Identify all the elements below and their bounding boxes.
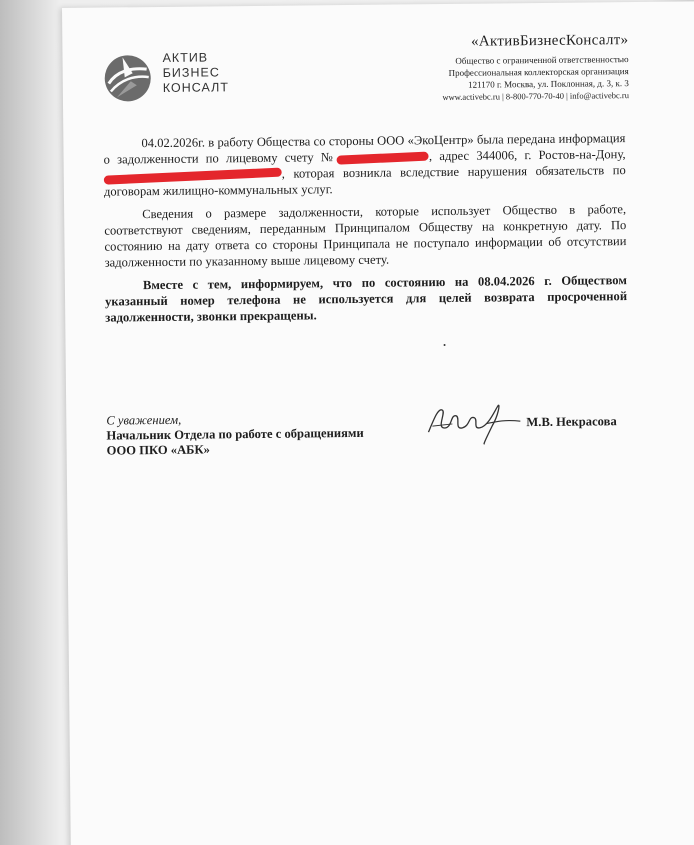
paragraph-2: Сведения о размере задолженности, которые использует Общество в работе, соответствуют сведениям, переданным Принципалом Обществу на конкретную дату. По состоянию на дату ответа со стороны Принципала не поступало информации об отсутствии задолженности по указанному выше лицевому счету.: [104, 202, 627, 270]
logo-wordmark: [162, 50, 229, 96]
handwritten-signature: [424, 397, 525, 450]
signer-name: М.В. Некрасова: [526, 414, 617, 430]
company-address: 121170 г. Москва, ул. Поклонная, д. 3, к. 3: [468, 78, 629, 90]
signatory-details: [106, 411, 364, 459]
company-website: www.activebc.ru: [442, 91, 500, 103]
company-logo: [102, 44, 243, 115]
globe-logo-icon: [102, 53, 153, 104]
company-type: Профессиональная коллекторская организация: [448, 66, 629, 78]
paragraph-1-part-b: , адрес 344006, г. Ростов-на-Дону,: [428, 147, 626, 164]
paragraph-1-part-a: 04.02.2026г. в работу Общества со стороны ООО «ЭкоЦентр» была передана информация о задолженности по лицевому счету №: [103, 131, 626, 167]
company-legal-form: Общество с ограниченной ответственностью: [455, 54, 629, 66]
company-contacts: www.activebc.ru | 8-800-770-70-40 | info@activebc.ru: [442, 90, 629, 103]
paper-speck: [444, 344, 446, 346]
redacted-street-address: [104, 167, 282, 184]
company-phone: 8-800-770-70-40: [505, 90, 564, 102]
company-name: «АктивБизнесКонсалт»: [470, 32, 629, 50]
paragraph-1: [103, 130, 626, 199]
company-header: [442, 32, 629, 103]
letter-page: [62, 1, 694, 845]
signatory-position: Начальник Отдела по работе с обращениями: [106, 425, 364, 443]
logo-line-2: БИЗНЕС: [162, 65, 220, 80]
paragraph-3: Вместе с тем, информируем, что по состоянию на 08.04.2026 г. Обществом указанный номер телефона не используется для целей возврата просроченной задолженности, звонки прекращены.: [105, 273, 628, 325]
signatory-organization: ООО ПКО «АБК»: [106, 442, 210, 458]
company-email: info@activebc.ru: [569, 90, 629, 101]
logo-line-3: КОНСАЛТ: [162, 80, 230, 95]
logo-line-1: АКТИВ: [162, 50, 209, 65]
redacted-account-number: [337, 151, 429, 164]
signature-block: [106, 408, 647, 474]
letter-body: [103, 130, 627, 332]
paragraph-1-part-c: , которая возникла вследствие нарушения обязательств по договорам жилищно-коммунальных услуг.: [103, 163, 626, 199]
regards-text: С уважением,: [106, 412, 182, 428]
